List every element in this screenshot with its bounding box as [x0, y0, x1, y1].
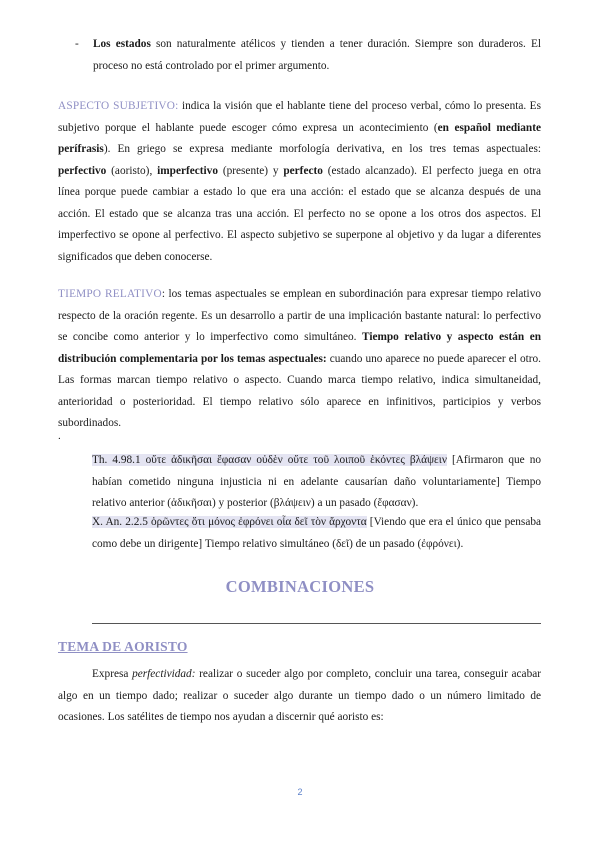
example-1-citation: Th. 4.98.1 οὔτε ἀδικῆσαι ἔφασαν οὐδὲν οὔτε τοῦ λοιποῦ ἑκόντες βλάψειν [92, 454, 447, 466]
aspecto-text-1: indica la visión que el hablante tiene del proceso verbal, cómo lo presenta. Es subjetivo porque el hablante puede escoger cómo expresa un acontecimiento ( [58, 100, 541, 134]
paragraph-aoristo [58, 664, 541, 729]
example-xenophon [92, 512, 541, 555]
example-2-citation: X. An. 2.2.5 ὁρῶντες ὅτι μόνος ἐφρόνει οἷα δεῖ τὸν ἄρχοντα [92, 516, 367, 528]
tiempo-label: TIEMPO RELATIVO [58, 288, 162, 300]
aspecto-bold-1: en español mediante perífrasis [58, 121, 541, 155]
aspecto-bold-4: perfecto [283, 164, 323, 177]
section-heading: COMBINACIONES [225, 577, 375, 596]
aspecto-label: ASPECTO SUBJETIVO: [58, 100, 179, 112]
subsection-heading: TEMA DE AORISTO [58, 639, 188, 654]
stray-dot: . [58, 430, 61, 442]
bullet-estados [76, 34, 541, 77]
paragraph-tiempo-relativo [58, 284, 541, 435]
section-divider [92, 623, 541, 624]
tiempo-bold-1: Tiempo relativo y aspecto están en distribución complementaria por los temas aspectuales: [58, 331, 541, 365]
bullet-body: son naturalmente atélicos y tienden a tener duración. Siempre son duraderos. El proceso no está controlado por el primer argumento. [93, 38, 542, 72]
aspecto-bold-3: imperfectivo [157, 164, 218, 177]
aspecto-text-4: (presente) y [217, 164, 284, 177]
example-2-text: [Viendo que era el único que pensaba como debe un dirigente] Tiempo relativo simultáneo (δεῖ) de un pasado (ἐφρόνει). [92, 516, 542, 550]
tiempo-text-1: : los temas aspectuales se emplean en subordinación para expresar tiempo relativo respecto de la oración regente. Es un desarrollo a partir de una implicación bastante natural: lo perfectivo se concibe como anterior y lo imperfectivo como simultáneo. [58, 288, 541, 343]
aspecto-text-2: ). En griego se expresa mediante morfología derivativa, en los tres temas aspectuales: [103, 143, 541, 155]
bullet-term: Los estados [93, 38, 151, 50]
tiempo-text-2: cuando uno aparece no puede aparecer el otro. Las formas marcan tiempo relativo o aspecto. Cuando marca tiempo relativo, indica simultaneidad, anterioridad o posterioridad. El tiempo relativo sólo aparece en infinitivos, participios y verbos subordinados. [58, 352, 541, 429]
bullet-dash: - [75, 38, 79, 50]
paragraph-aspecto-subjetivo [58, 96, 541, 268]
aoristo-text-1: Expresa [92, 668, 133, 680]
bullet-text [93, 34, 541, 77]
example-thucydides [92, 450, 541, 515]
aoristo-italic: perfectividad: [132, 668, 196, 680]
aspecto-bold-2: perfectivo [58, 164, 107, 177]
aoristo-text-2: realizar o suceder algo por completo, concluir una tarea, conseguir acabar algo en un tiempo dado; realizar o suceder algo durante un tiempo dado o un número limitado de ocasiones. Los satélites de tiempo nos ayudan a discernir qué aoristo es: [58, 668, 541, 723]
example-1-text: [Afirmaron que no habían cometido ninguna injusticia ni en adelante causarían daño voluntariamente] Tiempo relativo anterior (ἀδικῆσαι) y posterior (βλάψειν) a un pasado (ἔφασαν). [92, 454, 541, 509]
aspecto-text-3: (aoristo), [106, 164, 158, 177]
aspecto-text-5: (estado alcanzado). El perfecto juega en otra línea porque puede cambiar a estado lo que era una acción: el estado que se alcanza después de una acción. El estado que se alcanza tras una acción. El perfecto no se opone a los otros dos aspectos. El imperfectivo se opone al perfectivo. El aspecto subjetivo se superpone al objetivo y da lugar a diferentes significados que deben conocerse. [58, 164, 541, 263]
page-number: 2 [297, 787, 303, 797]
